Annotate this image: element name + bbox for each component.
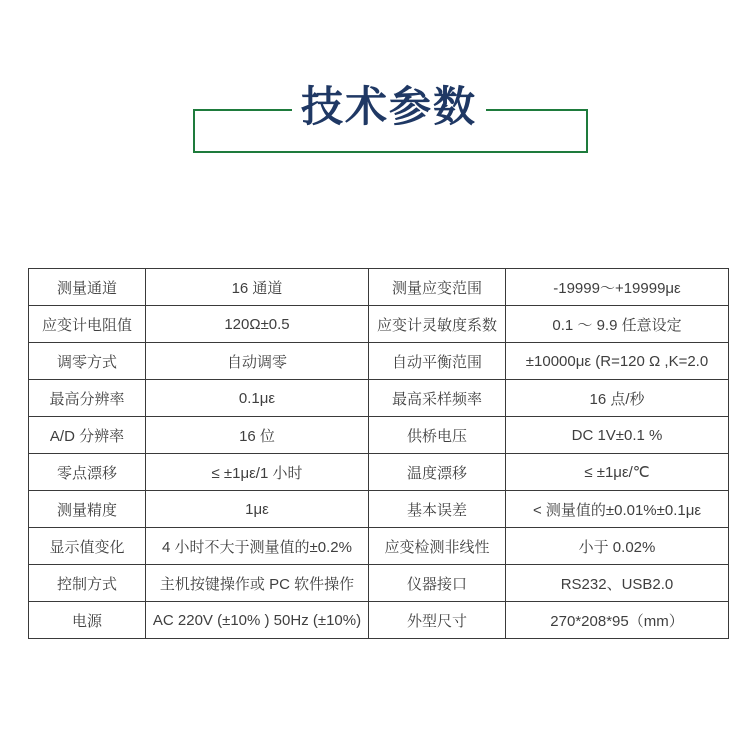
table-row bbox=[29, 454, 729, 491]
spec-label-cell: 温度漂移 bbox=[369, 454, 506, 491]
table-row bbox=[29, 602, 729, 639]
spec-label-cell: 电源 bbox=[29, 602, 146, 639]
spec-value-cell: 16 通道 bbox=[146, 269, 369, 306]
table-row bbox=[29, 417, 729, 454]
table-row bbox=[29, 380, 729, 417]
spec-value-cell: 小于 0.02% bbox=[506, 528, 729, 565]
spec-value-cell: 主机按键操作或 PC 软件操作 bbox=[146, 565, 369, 602]
spec-value-cell: ≤ ±1με/1 小时 bbox=[146, 454, 369, 491]
spec-value-cell: 120Ω±0.5 bbox=[146, 306, 369, 343]
spec-value-cell: 16 点/秒 bbox=[506, 380, 729, 417]
spec-value-cell: 自动调零 bbox=[146, 343, 369, 380]
table-row bbox=[29, 491, 729, 528]
spec-value-cell: ±10000με (R=120 Ω ,K=2.0 bbox=[506, 343, 729, 380]
section-title-box bbox=[193, 82, 588, 153]
spec-value-cell: AC 220V (±10% ) 50Hz (±10%) bbox=[146, 602, 369, 639]
spec-label-cell: 测量通道 bbox=[29, 269, 146, 306]
spec-label-cell: 最高分辨率 bbox=[29, 380, 146, 417]
spec-value-cell: 16 位 bbox=[146, 417, 369, 454]
table-row bbox=[29, 269, 729, 306]
spec-label-cell: 控制方式 bbox=[29, 565, 146, 602]
specs-table-body bbox=[29, 269, 729, 639]
spec-label-cell: 外型尺寸 bbox=[369, 602, 506, 639]
spec-label-cell: 基本误差 bbox=[369, 491, 506, 528]
table-row bbox=[29, 565, 729, 602]
specs-table bbox=[28, 268, 729, 639]
spec-label-cell: 应变计灵敏度系数 bbox=[369, 306, 506, 343]
spec-label-cell: 显示值变化 bbox=[29, 528, 146, 565]
spec-value-cell: DC 1V±0.1 % bbox=[506, 417, 729, 454]
spec-value-cell: 4 小时不大于测量值的±0.2% bbox=[146, 528, 369, 565]
spec-value-cell: RS232、USB2.0 bbox=[506, 565, 729, 602]
spec-label-cell: 应变计电阻值 bbox=[29, 306, 146, 343]
spec-label-cell: 测量应变范围 bbox=[369, 269, 506, 306]
spec-value-cell: 270*208*95（mm） bbox=[506, 602, 729, 639]
table-row bbox=[29, 343, 729, 380]
spec-label-cell: 自动平衡范围 bbox=[369, 343, 506, 380]
spec-label-cell: A/D 分辨率 bbox=[29, 417, 146, 454]
spec-label-cell: 供桥电压 bbox=[369, 417, 506, 454]
table-row bbox=[29, 306, 729, 343]
spec-label-cell: 测量精度 bbox=[29, 491, 146, 528]
spec-value-cell: < 测量值的±0.01%±0.1με bbox=[506, 491, 729, 528]
spec-value-cell: -19999～+19999με bbox=[506, 269, 729, 306]
spec-value-cell: 0.1 ～ 9.9 任意设定 bbox=[506, 306, 729, 343]
spec-label-cell: 调零方式 bbox=[29, 343, 146, 380]
table-row bbox=[29, 528, 729, 565]
spec-value-cell: 0.1με bbox=[146, 380, 369, 417]
page-title: 技术参数 bbox=[292, 83, 486, 131]
spec-label-cell: 应变检测非线性 bbox=[369, 528, 506, 565]
spec-value-cell: ≤ ±1με/℃ bbox=[506, 454, 729, 491]
spec-label-cell: 零点漂移 bbox=[29, 454, 146, 491]
spec-label-cell: 最高采样频率 bbox=[369, 380, 506, 417]
spec-value-cell: 1με bbox=[146, 491, 369, 528]
spec-label-cell: 仪器接口 bbox=[369, 565, 506, 602]
